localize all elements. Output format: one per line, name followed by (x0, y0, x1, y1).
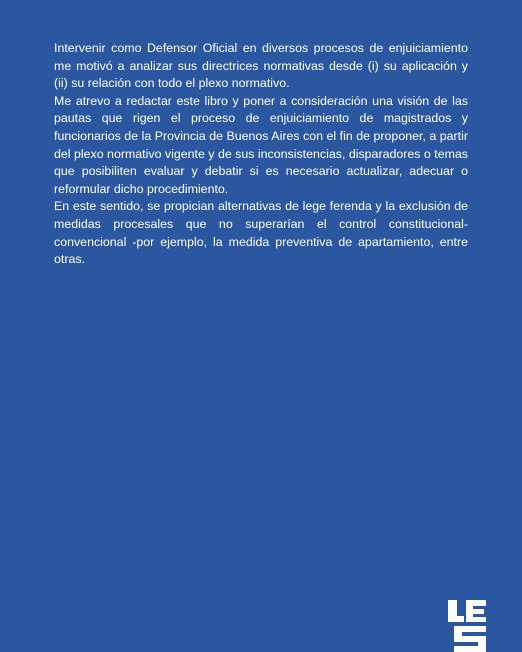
blurb-paragraph-2: Me atrevo a redactar este libro y poner a consideración una visión de las pautas que rigen el proceso de enjuiciamiento de magistrados y funcionarios de la Provincia de Buenos Aires con el fin de proponer, a partir del plexo normativo vigente y de sus inconsistencias, disparadores o temas que posibiliten evaluar y debatir si es necesario actualizar, adecuar o reformular dicho procedimiento. (54, 93, 468, 196)
back-cover-blurb (54, 40, 468, 269)
blurb-paragraph-3: En este sentido, se propician alternativas de lege ferenda y la exclusión de medidas procesales que no superarían el control constitucional-convencional -por ejemplo, la medida preventiva de apartamiento, entre otras. (54, 199, 468, 267)
blurb-paragraph-1: Intervenir como Defensor Oficial en diversos procesos de enjuiciamiento me motivó a analizar sus directrices normativas desde (i) su aplicación y (ii) su relación con todo el plexo normativo. (54, 41, 468, 91)
publisher-logo-icon (446, 594, 492, 652)
